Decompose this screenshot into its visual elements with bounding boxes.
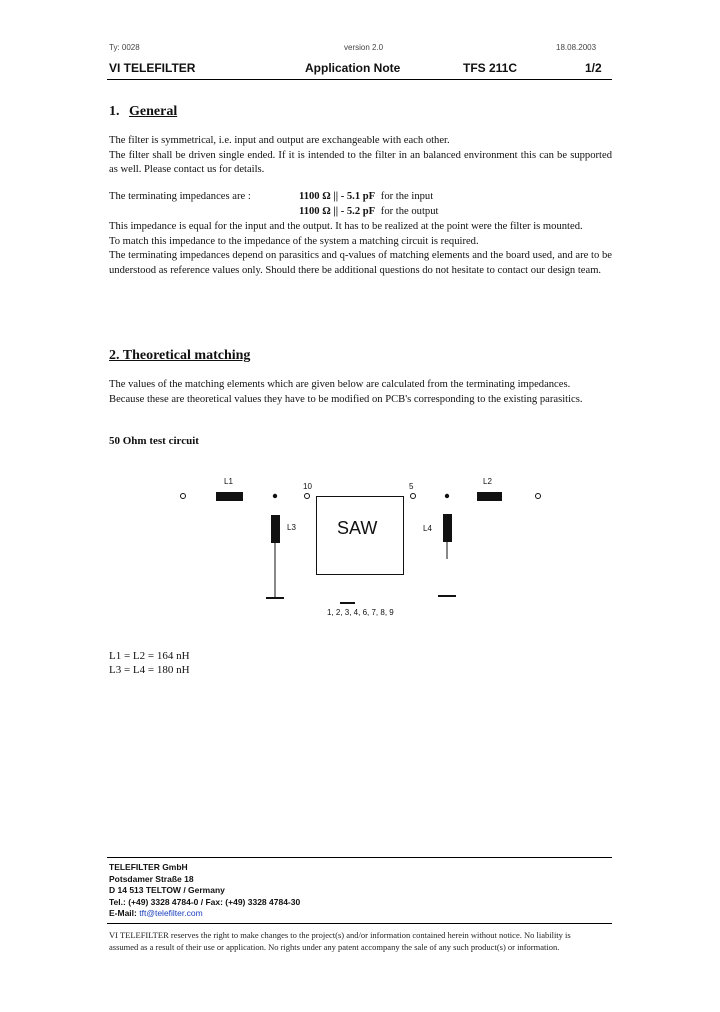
section-number: 1. (109, 104, 120, 119)
paragraph-line: The terminating impedances depend on parasitics and q-values of matching elements and the board used, and are to be understood as reference values only. Should there be additional questions do not hesitate to contact our design team. (109, 250, 612, 276)
disclaimer-line: assumed as a result of their use or application. No rights under any patent accompany the sale of any such product(s) or information. (109, 942, 560, 952)
company-header: VI TELEFILTER (109, 61, 196, 75)
footer-email-link[interactable]: tft@telefilter.com (139, 908, 203, 918)
doc-type: Application Note (305, 61, 401, 75)
paragraph-line: The filter shall be driven single ended. If it is intended to the filter in an balanced environment this can be supported as well. Please contact us for details. (109, 149, 612, 175)
value-l3-l4: L3 = L4 = 180 nH (109, 664, 190, 676)
section-title: General (129, 104, 178, 119)
saw-label: SAW (337, 518, 378, 538)
footer-company: TELEFILTER GmbH (109, 862, 188, 872)
section-matching-heading: 2. Theoretical matching (109, 348, 251, 363)
ground-pins-label: 1, 2, 3, 4, 6, 7, 8, 9 (327, 608, 394, 617)
circuit-title: 50 Ohm test circuit (109, 435, 199, 447)
value-l1-l2: L1 = L2 = 164 nH (109, 650, 190, 662)
footer-city: D 14 513 TELTOW / Germany (109, 885, 225, 895)
footer-email-row (109, 908, 300, 920)
node-right (445, 494, 449, 498)
inductor-l3 (271, 515, 280, 543)
label-l1: L1 (224, 477, 233, 486)
impedance-input-note: for the input (380, 191, 434, 202)
label-pin-10: 10 (303, 482, 312, 491)
page-number: 1/2 (585, 61, 602, 75)
doc-version: version 2.0 (344, 43, 384, 52)
output-terminal (536, 494, 541, 499)
inductor-l4 (443, 514, 452, 542)
doc-id: Ty: 0028 (109, 43, 140, 52)
label-l3: L3 (287, 523, 296, 532)
disclaimer-line: VI TELEFILTER reserves the right to make changes to the project(s) and/or information contained herein without notice. No liability is (109, 930, 571, 940)
doc-date: 18.08.2003 (556, 43, 597, 52)
inductor-l2 (477, 492, 502, 501)
label-pin-5: 5 (409, 482, 414, 491)
footer-phone: Tel.: (+49) 3328 4784-0 / Fax: (+49) 3328 4784-30 (109, 896, 301, 907)
input-terminal (181, 494, 186, 499)
footer-email-label: E-Mail: (109, 908, 137, 918)
node-left (273, 494, 277, 498)
label-l4: L4 (423, 524, 432, 533)
footer-rule (107, 857, 612, 858)
paragraph-line: The filter is symmetrical, i.e. input and output are exchangeable with each other. (109, 135, 450, 146)
paragraph-line: This impedance is equal for the input and the output. It has to be realized at the point were the filter is mounted. (109, 221, 583, 232)
impedance-label: The terminating impedances are : (109, 191, 251, 202)
disclaimer (109, 929, 571, 953)
impedance-input-value: 1100 Ω || - 5.1 pF (299, 191, 376, 202)
inductor-l1 (216, 492, 243, 501)
paragraph-line: The values of the matching elements which are given below are calculated from the terminating impedances. (109, 379, 571, 390)
saw-pin-10 (305, 494, 310, 499)
disclaimer-rule (107, 923, 612, 924)
product-code: TFS 211C (463, 61, 518, 75)
paragraph-line: Because these are theoretical values they have to be modified on PCB's corresponding to the existing parasitics. (109, 393, 583, 405)
footer-street: Potsdamer Straße 18 (109, 873, 194, 884)
paragraph-line: To match this impedance to the impedance of the system a matching circuit is required. (109, 235, 479, 247)
saw-pin-5 (411, 494, 416, 499)
label-l2: L2 (483, 477, 492, 486)
footer-address (109, 862, 300, 920)
impedance-output-value: 1100 Ω || - 5.2 pF (299, 206, 376, 217)
impedance-output-note: for the output (380, 206, 439, 217)
